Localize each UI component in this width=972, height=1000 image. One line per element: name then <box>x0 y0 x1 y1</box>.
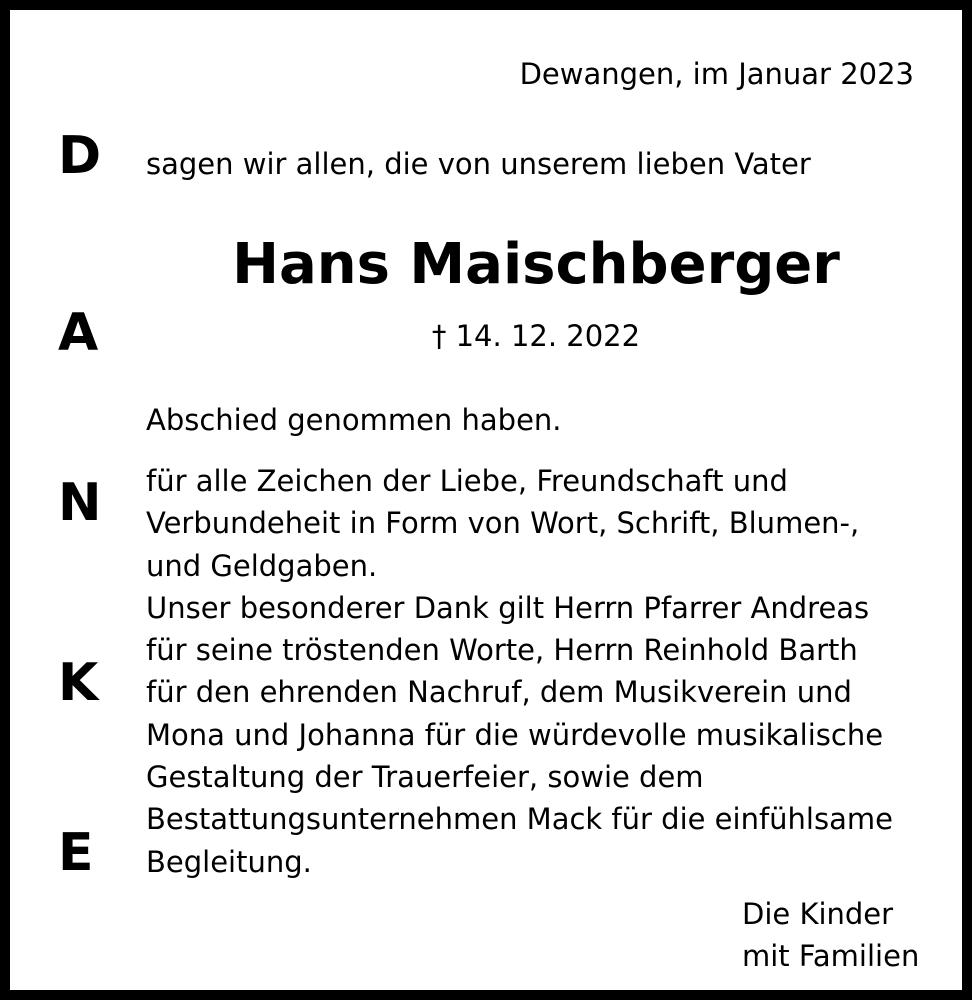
acrostic-letter-e: E <box>58 823 94 883</box>
acrostic-letter-d: D <box>58 126 102 186</box>
acrostic-letter-a: A <box>58 303 99 363</box>
body-line: für alle Zeichen der Liebe, Freundschaft und <box>146 464 788 498</box>
signature-line: mit Familien <box>742 939 920 973</box>
acrostic-letter-k: K <box>58 653 99 713</box>
place-date: Dewangen, im Januar 2023 <box>519 57 914 91</box>
body-line: Mona und Johanna für die würdevolle musikalische <box>146 717 884 752</box>
signature <box>742 893 919 977</box>
body-line: Begleitung. <box>146 844 312 879</box>
body-line: Unser besonderer Dank gilt Herrn Pfarrer Andreas <box>146 590 870 625</box>
body-line: Gestaltung der Trauerfeier, sowie dem <box>146 760 704 795</box>
signature-line: Die Kinder <box>742 897 894 931</box>
body-line: Bestattungsunternehmen Mack für die einfühlsame <box>146 802 893 837</box>
body-line: für seine tröstenden Worte, Herrn Reinhold Barth <box>146 633 858 668</box>
intro-text: sagen wir allen, die von unserem lieben Vater <box>146 147 811 181</box>
farewell-text: Abschied genommen haben. <box>146 403 562 437</box>
body-line: Verbundeheit in Form von Wort, Schrift, Blumen-, <box>146 506 860 541</box>
thanks-body <box>146 460 946 883</box>
death-date: † 14. 12. 2022 <box>431 319 641 353</box>
acrostic-letter-n: N <box>58 473 102 533</box>
body-line: und Geldgaben. <box>146 548 378 583</box>
deceased-name: Hans Maischberger <box>232 232 840 297</box>
body-line: für den ehrenden Nachruf, dem Musikverein und <box>146 675 852 710</box>
